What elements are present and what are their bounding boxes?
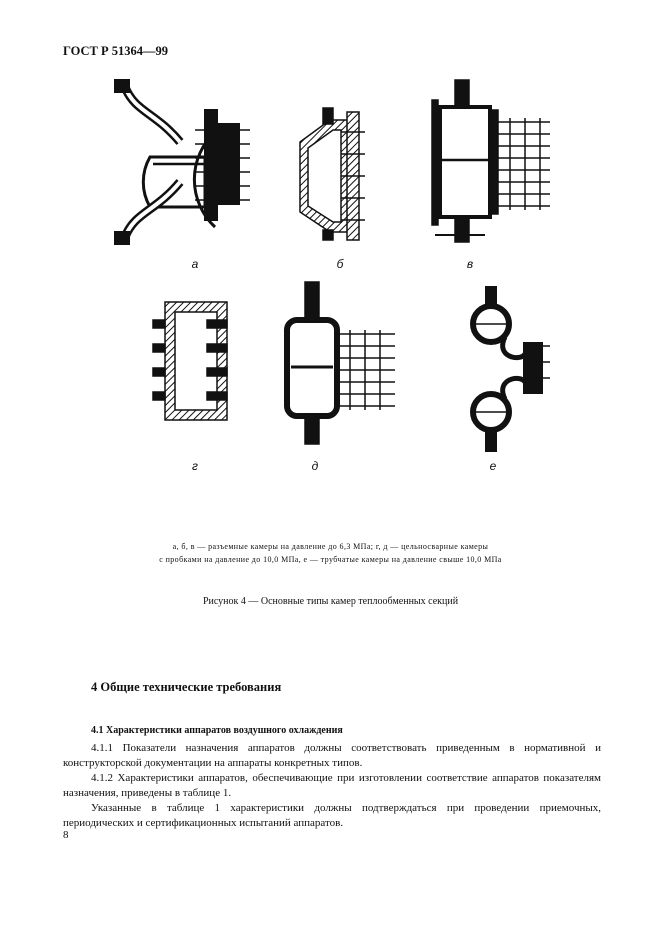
label-b: б [336, 257, 344, 271]
section-heading: 4 Общие технические требования [91, 680, 282, 694]
label-e: е [489, 459, 497, 473]
paragraph-table-note: Указанные в таблице 1 характеристики должны подтверждаться при проведении приемочных, периодических и сертификационных испытаний аппаратов. [63, 802, 601, 829]
drawing-d [287, 282, 395, 444]
figure-caption-line2: с пробками на давление до 10,0 МПа, е — трубчатые камеры на давление свыше 10,0 МПа [159, 555, 502, 564]
drawing-v [432, 80, 550, 242]
drawing-b [300, 108, 365, 240]
page-number: 8 [63, 829, 69, 841]
label-a: а [191, 257, 199, 271]
drawing-e [473, 286, 550, 452]
standard-header: ГОСТ Р 51364—99 [63, 44, 169, 58]
drawing-a [115, 80, 250, 244]
subsection-heading: 4.1 Характеристики аппаратов воздушного охлаждения [91, 725, 343, 736]
figure-caption-line1: а, б, в — разъемные камеры на давление до 6,3 МПа; г, д — цельносварные камеры [172, 542, 489, 551]
figure-chamber-types [95, 72, 575, 492]
label-d: д [311, 459, 319, 473]
paragraph-4-1-1: 4.1.1 Показатели назначения аппаратов должны соответствовать приведенным в нормативной и конструкторской документации на аппараты конкретных типов. [63, 742, 601, 769]
paragraph-4-1-2: 4.1.2 Характеристики аппаратов, обеспечивающие при изготовлении соответствие аппаратов показателям назначения, приведены в таблице 1. [63, 772, 601, 799]
label-g: г [192, 459, 198, 473]
figure-title: Рисунок 4 — Основные типы камер теплообменных секций [202, 596, 459, 607]
label-v: в [466, 257, 474, 271]
drawing-g [153, 302, 227, 420]
